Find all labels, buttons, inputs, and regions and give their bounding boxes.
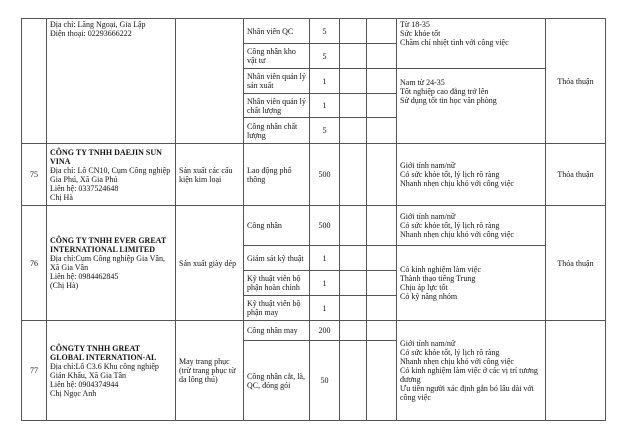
empty-cell: [340, 321, 367, 341]
empty-cell: [367, 118, 397, 144]
empty-cell: [367, 69, 397, 94]
job-title: Kỹ thuật viên bộ phận hoàn chỉnh: [244, 271, 310, 296]
job-qty: 1: [310, 246, 340, 271]
empty-cell: [340, 44, 367, 69]
empty-cell: [340, 341, 367, 421]
requirements-cell: Giới tính nam/nữ Có sức khỏe tốt, lý lịch rõ ràng Nhanh nhẹn chịu khó với công việc: [397, 144, 546, 206]
table-row: [22, 144, 606, 206]
empty-cell: [340, 271, 367, 296]
row-number-cell: 76: [22, 206, 47, 321]
job-qty: 5: [310, 118, 340, 144]
job-qty: 50: [310, 341, 340, 421]
empty-cell: [340, 69, 367, 94]
empty-cell: [367, 144, 397, 206]
empty-cell: [340, 246, 367, 271]
job-title: Nhân viên quản lý sản xuất: [244, 69, 310, 94]
recruitment-table: [21, 18, 606, 421]
company-cell: CÔNG TY TNHH DAEJIN SUN VINA Địa chỉ: Lô CN10, Cụm Công nghiệp Gia Phú, Xã Gia Phú Liên hệ: 0337524648 Chị Hà: [47, 144, 176, 206]
company-name: CÔNGTY TNHH GREAT GLOBAL INTERNATION-AL: [50, 343, 157, 362]
empty-cell: [367, 44, 397, 69]
industry-cell: Sản xuất các cấu kiện kim loại: [176, 144, 244, 206]
empty-cell: [340, 296, 367, 321]
requirements-cell: Nam từ 24-35 Tốt nghiệp cao đẳng trở lên Sử dụng tốt tin học văn phòng: [397, 69, 546, 144]
empty-cell: [340, 144, 367, 206]
requirements-cell: Giới tính nam/nữ Có sức khỏe tốt, lý lịch rõ ràng Nhanh nhẹn chịu khó với công việc Có kinh nghiệm làm việc ở các vị trí tương đương Ưu tiên người xác định gắn bó lâu dài với công việc: [397, 321, 546, 421]
empty-cell: [340, 118, 367, 144]
requirements-cell: Giới tính nam/nữ Có sức khỏe tốt, lý lịch rõ ràng Nhanh nhẹn chịu khó với công việc: [397, 206, 546, 246]
empty-cell: [340, 94, 367, 118]
requirements-cell: Có kinh nghiệm làm việc Thành thạo tiếng Trung Chịu áp lực tốt Có kỹ năng nhóm: [397, 246, 546, 321]
job-title: Nhân viên quản lý chất lượng: [244, 94, 310, 118]
company-cell: CÔNG TY TNHH EVER GREAT INTERNATIONAL LIMITED Địa chỉ:Cụm Công nghiệp Gia Vân, Xã Gia Vân Liên hệ: 0984462845 (Chị Hà): [47, 206, 176, 321]
company-name: CÔNG TY TNHH DAEJIN SUN VINA: [50, 147, 162, 166]
job-title: Giám sát kỹ thuật: [244, 246, 310, 271]
job-title: Công nhân: [244, 206, 310, 246]
industry-cell: Sản xuất giày dép: [176, 206, 244, 321]
empty-cell: [367, 271, 397, 296]
row-number-cell: 77: [22, 321, 47, 421]
salary-cell: Thỏa thuận: [546, 206, 606, 321]
job-title: Công nhân may: [244, 321, 310, 341]
salary-cell: [546, 321, 606, 421]
row-number-cell: [22, 19, 47, 144]
job-title: Lao động phổ thông: [244, 144, 310, 206]
empty-cell: [367, 246, 397, 271]
empty-cell: [367, 19, 397, 44]
job-title: Công nhân cắt, là, QC, đóng gói: [244, 341, 310, 421]
empty-cell: [367, 206, 397, 246]
requirements-cell: Từ 18-35 Sức khỏe tốt Chăm chỉ nhiệt tình với công việc: [397, 19, 546, 69]
empty-cell: [367, 341, 397, 421]
empty-cell: [340, 206, 367, 246]
job-title: Công nhân kho vật tư: [244, 44, 310, 69]
job-qty: 5: [310, 44, 340, 69]
industry-cell: May trang phục (trừ trang phục từ da lông thú): [176, 321, 244, 421]
job-qty: 1: [310, 296, 340, 321]
row-number-cell: 75: [22, 144, 47, 206]
job-qty: 1: [310, 69, 340, 94]
job-title: Nhân viên QC: [244, 19, 310, 44]
table-row: [22, 321, 606, 341]
table-row: [22, 19, 606, 44]
company-cell: CÔNGTY TNHH GREAT GLOBAL INTERNATION-AL Địa chỉ:Lô C3.6 Khu công nghiệp Gián Khẩu, Xã Gia Tân Liên hệ: 0904374944 Chị Ngọc Anh: [47, 321, 176, 421]
empty-cell: [367, 321, 397, 341]
company-name: CÔNG TY TNHH EVER GREAT INTERNATIONAL LIMITED: [50, 236, 167, 254]
job-title: Kỹ thuật viên bộ phận may: [244, 296, 310, 321]
job-qty: 1: [310, 271, 340, 296]
job-qty: 5: [310, 19, 340, 44]
table-row: [22, 206, 606, 246]
empty-cell: [367, 94, 397, 118]
company-cell: Địa chỉ: Lăng Ngoại, Gia Lập Điện thoại: 02293666222: [47, 19, 176, 144]
job-qty: 1: [310, 94, 340, 118]
job-qty: 500: [310, 144, 340, 206]
salary-cell: Thỏa thuận: [546, 144, 606, 206]
job-qty: 200: [310, 321, 340, 341]
empty-cell: [367, 296, 397, 321]
industry-cell: [176, 19, 244, 144]
job-title: Công nhân chất lượng: [244, 118, 310, 144]
job-qty: 500: [310, 206, 340, 246]
salary-cell: Thỏa thuận: [546, 19, 606, 144]
empty-cell: [340, 19, 367, 44]
